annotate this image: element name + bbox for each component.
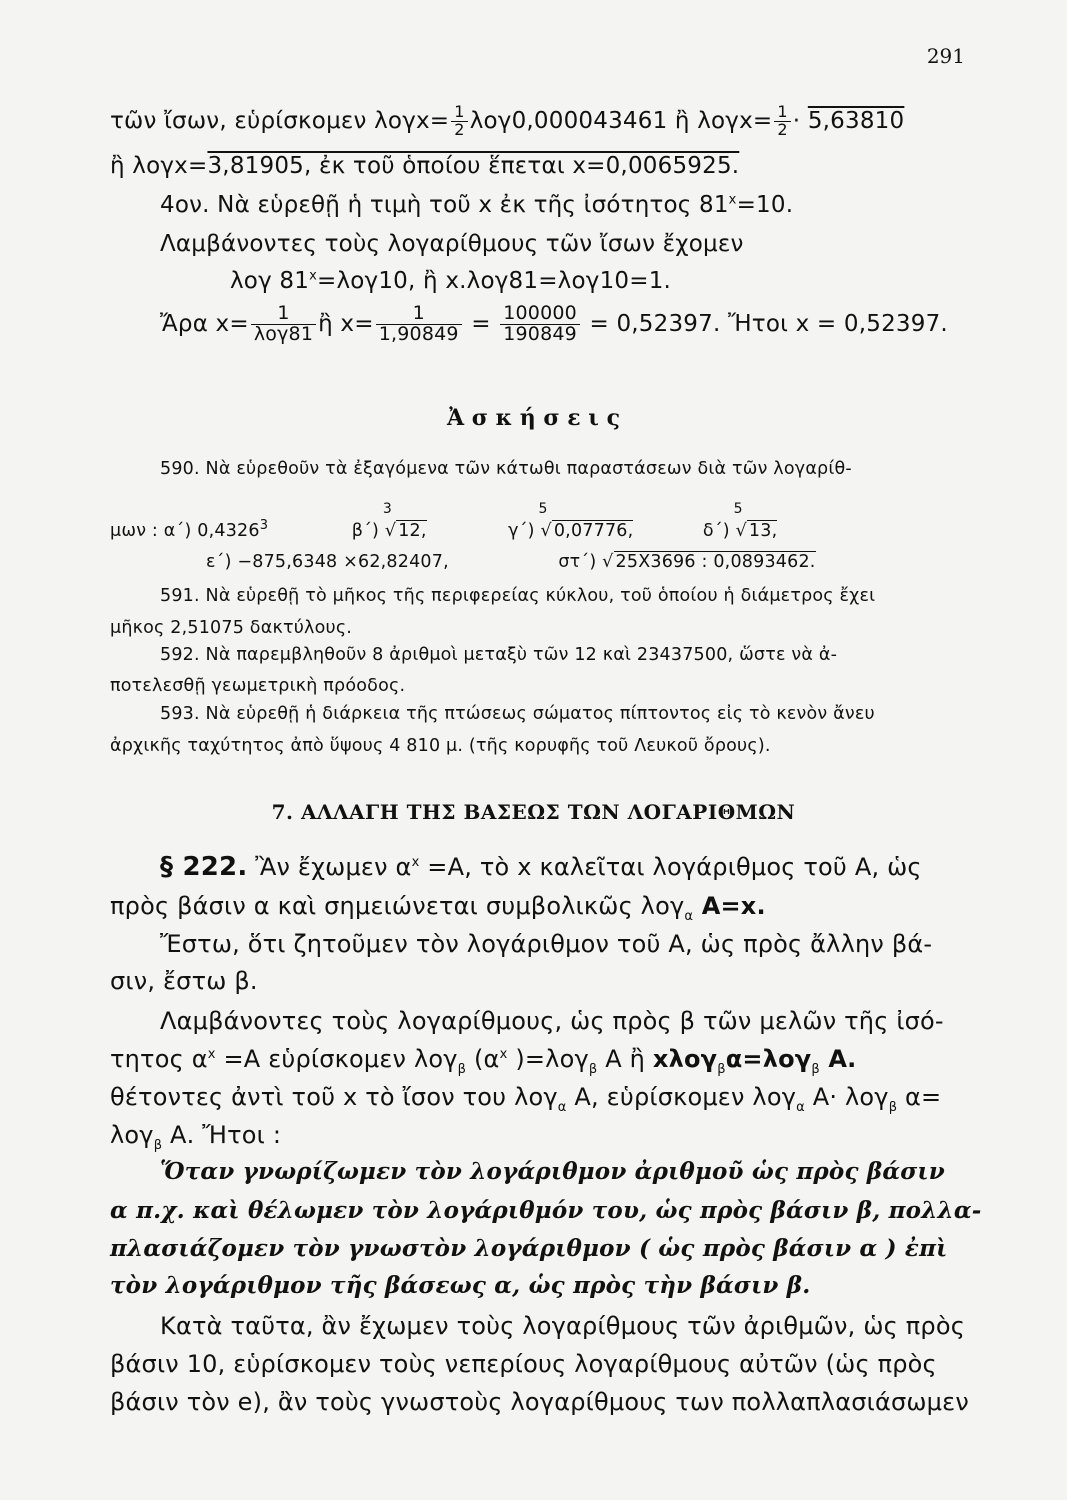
paragraph-222-line-2 (110, 892, 766, 924)
exercise-590-intro: 590. Νὰ εὑρεθοῦν τὰ ἐξαγόμενα τῶν κάτωθι παραστάσεων διὰ τῶν λογαρίθ- (160, 459, 852, 479)
subscript: α (684, 908, 694, 924)
exercise-592-line-2: ποτελεσθῇ γεωμετρικὴ πρόοδος. (110, 676, 406, 696)
text-fragment: ἢ λογx= (110, 153, 208, 179)
text-fragment: Α, εὑρίσκομεν λογ (566, 1083, 797, 1111)
example-4-heading (160, 192, 793, 218)
equation-line-6 (160, 304, 948, 345)
text-fragment: Α· λογ (804, 1083, 889, 1111)
text-fragment: xλογ (652, 1045, 718, 1073)
overlined-value: 3,81905, ἐκ τοῦ ὁποίου ἕπεται x=0,0065925. (207, 153, 740, 179)
text-fragment: =10. (736, 192, 794, 218)
item-f-label: στ΄) (558, 552, 597, 572)
text-fragment: =λογ10, ἢ x.λογ81=λογ10=1. (316, 268, 672, 294)
exercise-593-line-2: ἀρχικῆς ταχύτητος ἀπὸ ὕψους 4 810 μ. (τῆς κορυφῆς τοῦ Λευκοῦ ὄρους). (110, 736, 771, 756)
text-fragment: θέτοντες ἀντὶ τοῦ x τὸ ἴσον του λογ (110, 1083, 558, 1111)
subscript: β (717, 1061, 726, 1077)
exponent: x (309, 268, 317, 284)
text-fragment: Α. (819, 1045, 857, 1073)
fraction-1-over-log81 (251, 304, 316, 345)
final-paragraph-line-2: βάσιν 10, εὑρίσκομεν τοὺς νεπερίους λογαρίθμους αὐτῶν (ὡς πρὸς (110, 1350, 937, 1378)
text-fragment: =Α, τὸ x καλεῖται λογάριθμος τοῦ Α, ὡς (419, 853, 922, 881)
item-d-label: δ΄) (702, 520, 730, 541)
rule-line-1: Ὅταν γνωρίζωμεν τὸν λογάριθμον ἀριθμοῦ ὡς πρὸς βάσιν (160, 1158, 945, 1185)
paragraph-222-line-1 (160, 852, 922, 882)
text-fragment: Α. Ἤτοι : (162, 1121, 282, 1149)
equation-line-2 (110, 153, 739, 179)
rule-line-3: πλασιάζομεν τὸν γνωστὸν λογάριθμον ( ὡς πρὸς βάσιν α ) ἐπὶ (110, 1235, 948, 1262)
exercise-592-line-1: 592. Νὰ παρεμβληθοῦν 8 ἀριθμοὶ μεταξὺ τῶν 12 καὶ 23437500, ὥστε νὰ ἀ- (160, 645, 838, 665)
text-fragment: τῶν ἴσων, εὑρίσκομεν λογx= (110, 107, 450, 134)
exponent: x (499, 1047, 508, 1062)
text-fragment: λογ0,000043461 ἢ λογx= (469, 107, 773, 134)
fraction-numerator: 1 (451, 104, 467, 122)
subscript: β (457, 1061, 467, 1077)
equation-line-1 (110, 104, 904, 139)
fraction-numerator: 100000 (500, 304, 580, 325)
text-fragment: Ἄρα x= (160, 310, 249, 337)
fraction-denominator: 1,90849 (378, 322, 459, 345)
text-fragment: ἢ x= (318, 310, 374, 337)
dot-symbol: · (792, 107, 801, 134)
exercise-590-items-e-f (206, 552, 816, 572)
exercise-590-items-a-d (110, 500, 778, 541)
fraction-denominator: λογ81 (253, 322, 314, 345)
page-number: 291 (926, 44, 965, 68)
text-line: σιν, ἔστω β. (110, 967, 258, 995)
fraction-denominator: 2 (777, 119, 788, 139)
fifth-root-0-07776: 5 √ 0,07776, (538, 500, 634, 541)
fraction-half (451, 104, 467, 139)
root-index: 3 (382, 500, 392, 517)
root-index: 5 (733, 500, 743, 517)
subscript: β (888, 1099, 898, 1115)
radicand: 25X3696 : 0,0893462. (615, 552, 816, 572)
item-a: μων : α΄) 0,4326 (110, 520, 260, 541)
rule-line-2: α π.χ. καὶ θέλωμεν τὸν λογάριθμόν του, ὡς πρὸς βάσιν β, πολλα- (110, 1197, 982, 1224)
text-fragment: Ἂν ἔχωμεν α (247, 853, 412, 881)
final-paragraph-line-1: Κατὰ ταῦτα, ἂν ἔχωμεν τοὺς λογαρίθμους τῶν ἀριθμῶν, ὡς πρὸς (160, 1312, 965, 1340)
text-fragment: λογ (110, 1121, 154, 1149)
cube-root-12: 3 √ 12, (382, 500, 427, 541)
rule-line-4: τὸν λογάριθμον τῆς βάσεως α, ὡς πρὸς τὴν βάσιν β. (110, 1272, 811, 1299)
text-fragment: )=λογ (507, 1045, 589, 1073)
radicand: 12, (398, 520, 427, 541)
text-line: Λαμβάνοντες τοὺς λογαρίθμους, ὡς πρὸς β τῶν μελῶν τῆς ἰσό- (160, 1007, 944, 1035)
exponent: x (728, 192, 737, 208)
text-fragment: Α=x. (693, 892, 766, 920)
exercise-593-line-1: 593. Νὰ εὑρεθῇ ἡ διάρκεια τῆς πτώσεως σώματος πίπτοντος εἰς τὸ κενὸν ἄνευ (160, 704, 875, 724)
fraction-numerator: 1 (376, 304, 462, 325)
text-fragment: λογ 81 (230, 268, 310, 294)
fraction-numerator: 1 (251, 304, 316, 325)
text-fragment: α=λογ (725, 1045, 812, 1073)
fraction-numerator: 1 (774, 104, 790, 122)
subscript: β (811, 1061, 820, 1077)
exponent: x (411, 855, 420, 870)
text-line: Ἔστω, ὅτι ζητοῦμεν τὸν λογάριθμον τοῦ Α, ὡς πρὸς ἄλλην βά- (160, 930, 933, 958)
fraction-denominator: 2 (454, 119, 465, 139)
item-b-label: β΄) (351, 520, 380, 541)
fraction-100000-over-190849 (500, 304, 580, 345)
exercise-591-line-1: 591. Νὰ εὑρεθῇ τὸ μῆκος τῆς περιφερείας κύκλου, τοῦ ὁποίου ἡ διάμετρος ἔχει (160, 586, 876, 606)
final-paragraph-line-3: βάσιν τὸν e), ἂν τοὺς γνωστοὺς λογαρίθμους των πολλαπλασιάσωμεν (110, 1388, 969, 1416)
text-fragment: τητος α (110, 1045, 208, 1073)
fraction-1-over-190849 (376, 304, 462, 345)
exercise-591-line-2: μῆκος 2,51075 δακτύλους. (110, 618, 353, 638)
equals-symbol: = (471, 310, 491, 337)
equation-result (110, 1121, 281, 1153)
subscript: β (588, 1061, 598, 1077)
item-e: ε΄) −875,6348 ×62,82407, (206, 552, 449, 572)
radicand: 13, (748, 520, 778, 541)
text-fragment: (α (466, 1045, 500, 1073)
fifth-root-13: 5 √ 13, (733, 500, 778, 541)
root-expression: √ 25X3696 : 0,0893462. (602, 552, 816, 572)
section-heading: 7. ΑΛΛΑΓΗ ΤΗΣ ΒΑΣΕΩΣ ΤΩΝ ΛΟΓΑΡΙΘΜΩΝ (271, 800, 796, 824)
radicand: 0,07776, (553, 520, 634, 541)
root-index: 5 (538, 500, 548, 517)
text-fragment: α= (897, 1083, 942, 1111)
fraction-denominator: 190849 (503, 322, 577, 345)
text-fragment: πρὸς βάσιν α καὶ σημειώνεται συμβολικῶς λογ (110, 892, 685, 920)
exponent: x (207, 1047, 216, 1062)
text-line: Λαμβάνοντες τοὺς λογαρίθμους τῶν ἴσων ἔχομεν (160, 231, 744, 257)
fraction-half (774, 104, 790, 139)
subscript: α (796, 1099, 805, 1115)
exponent: 3 (259, 518, 269, 533)
equation-substitution (110, 1083, 941, 1115)
text-fragment: Α ἢ (597, 1045, 653, 1073)
subscript: α (557, 1099, 567, 1115)
exercises-heading: Ἀ σ κ ή σ ε ι ς (446, 405, 621, 431)
equation-line-5 (230, 268, 671, 294)
text-fragment: 4ον. Νὰ εὑρεθῇ ἡ τιμὴ τοῦ x ἐκ τῆς ἰσότητος 81 (160, 192, 729, 218)
section-mark: § 222. (160, 852, 248, 882)
subscript: β (153, 1137, 163, 1153)
equation-base-change (110, 1045, 857, 1077)
text-fragment: =Α εὑρίσκομεν λογ (215, 1045, 458, 1073)
text-fragment: = 0,52397. Ἤτοι x = 0,52397. (589, 310, 948, 337)
overlined-value: 5,63810 (807, 107, 905, 134)
item-c-label: γ΄) (508, 520, 535, 541)
